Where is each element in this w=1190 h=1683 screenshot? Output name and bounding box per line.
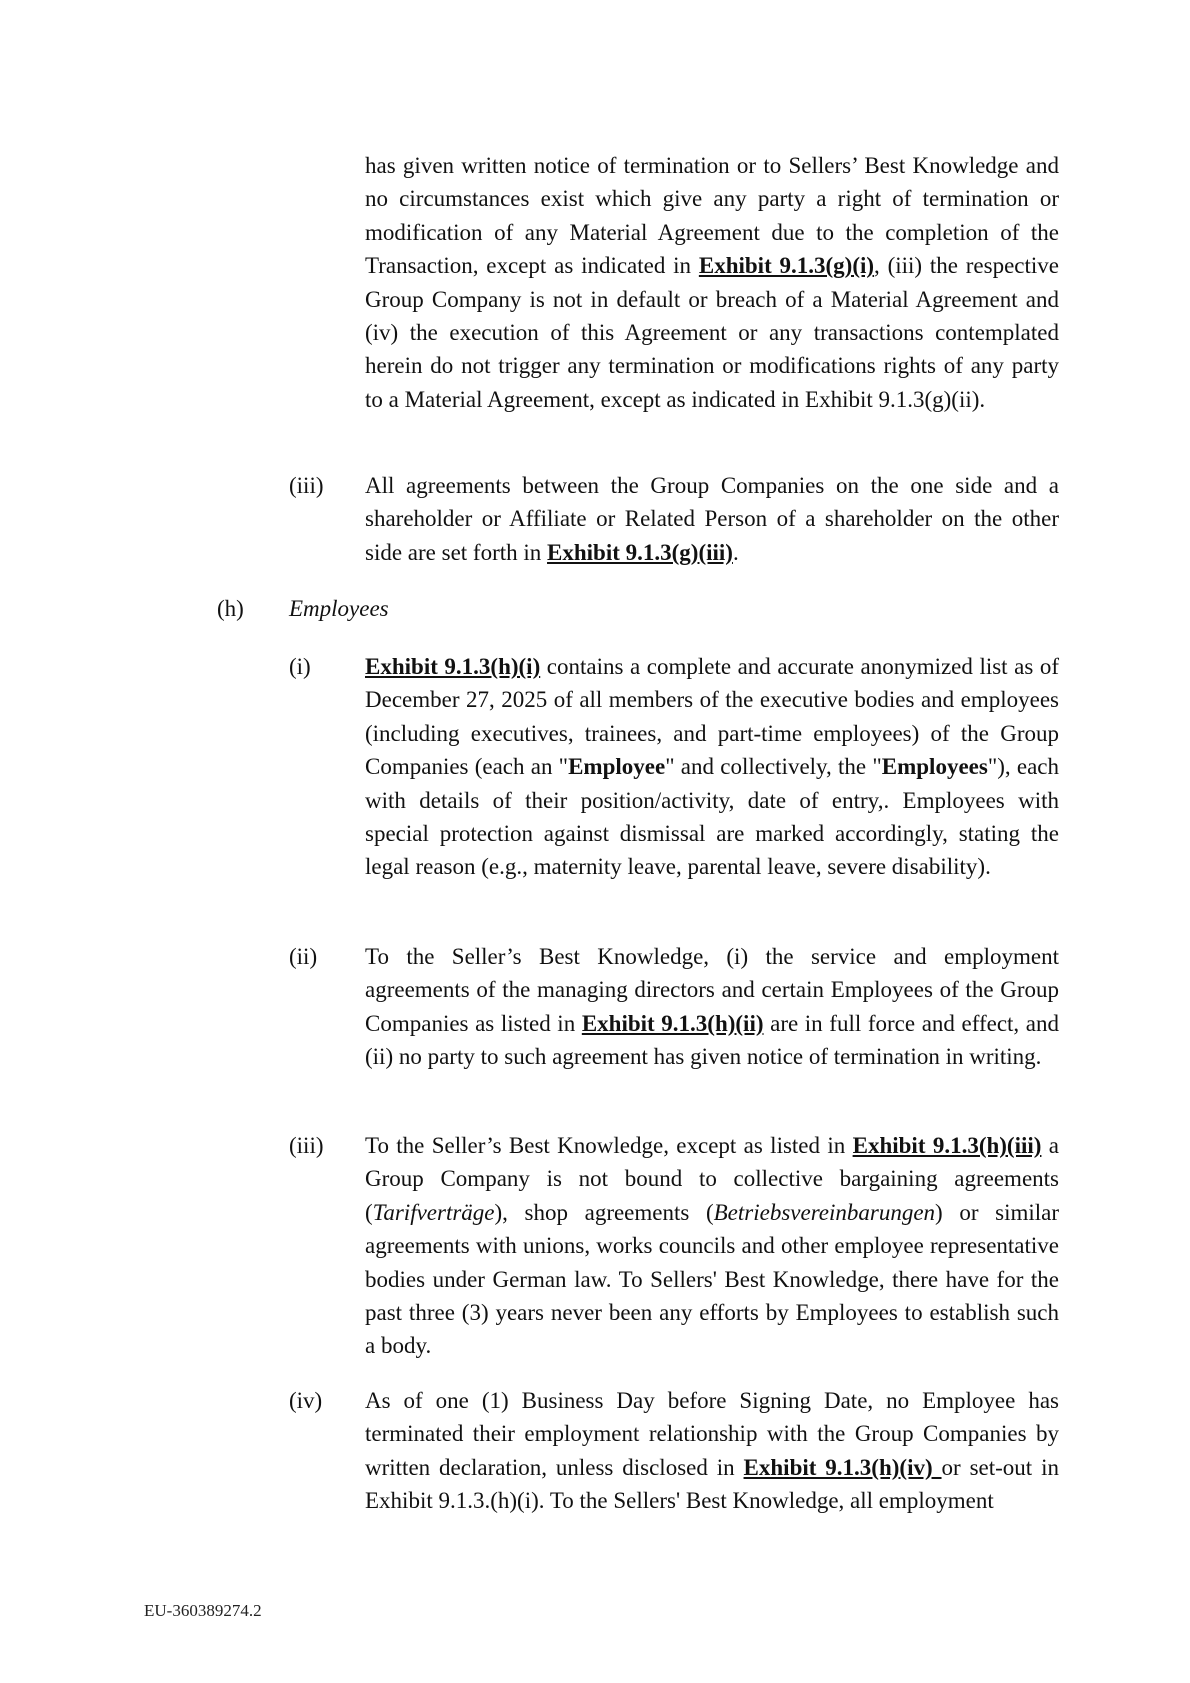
clause-marker: (i)	[289, 654, 311, 679]
clause-h-i-paragraph: Exhibit 9.1.3(h)(i) contains a complete and accurate anonymized list as of December 27, 2025 of all members of the executive bodies and employees (including executives, trainees, and part-time employees) of the Group Companies (each an "Employee" and collectively, the "Employees"), each with details of their position/activity, date of entry,. Employees with special protection against dismissal are marked accordingly, stating the legal reason (e.g., maternity leave, parental leave, severe disability).	[365, 654, 1059, 880]
section-marker: (h)	[217, 596, 244, 621]
clause-marker: (ii)	[289, 944, 318, 969]
clause-g-iii-paragraph: All agreements between the Group Companies on the one side and a shareholder or Affiliate or Related Person of a shareholder on the other side are set forth in Exhibit 9.1.3(g)(iii).	[365, 473, 1059, 565]
exhibit-reference: Exhibit 9.1.3(h)(i)	[365, 654, 541, 679]
german-term: Tarifverträge	[372, 1199, 495, 1225]
clause-h-ii-paragraph: To the Seller’s Best Knowledge, (i) the service and employment agreements of the managing directors and certain Employees of the Group Companies as listed in Exhibit 9.1.3(h)(ii) are in full force and effect, and (ii) no party to such agreement has given notice of termination in writing.	[365, 944, 1059, 1070]
defined-term: Employee	[568, 754, 666, 780]
clause-marker: (iii)	[289, 1133, 324, 1158]
exhibit-reference: Exhibit 9.1.3(g)(iii)	[547, 539, 733, 565]
section-heading: Employees	[289, 596, 389, 621]
exhibit-reference: Exhibit 9.1.3(h)(iv)	[743, 1454, 942, 1480]
clause-h-iv-paragraph: As of one (1) Business Day before Signing Date, no Employee has terminated their employment relationship with the Group Companies by written declaration, unless disclosed in Exhibit 9.1.3(h)(iv) or set-out in Exhibit 9.1.3.(h)(i). To the Sellers' Best Knowledge, all employment	[365, 1388, 1059, 1514]
exhibit-reference: Exhibit 9.1.3(h)(iii)	[852, 1133, 1042, 1158]
clause-marker: (iii)	[289, 473, 324, 498]
clause-h-iii-paragraph: To the Seller’s Best Knowledge, except as listed in Exhibit 9.1.3(h)(iii) a Group Company is not bound to collective bargaining agreements (Tarifverträge), shop agreements (Betriebsvereinbarungen) or similar agreements with unions, works councils and other employee representative bodies under German law. To Sellers' Best Knowledge, there have for the past three (3) years never been any efforts by Employees to establish such a body.	[365, 1133, 1059, 1359]
clause-marker: (iv)	[289, 1388, 323, 1413]
document-id-footer: EU-360389274.2	[144, 1601, 262, 1620]
continuation-paragraph: has given written notice of termination or to Sellers’ Best Knowledge and no circumstances exist which give any party a right of termination or modification of any Material Agreement due to the completion of the Transaction, except as indicated in Exhibit 9.1.3(g)(i), (iii) the respective Group Company is not in default or breach of a Material Agreement and (iv) the execution of this Agreement or any transactions contemplated herein do not trigger any termination or modifications rights of any party to a Material Agreement, except as indicated in Exhibit 9.1.3(g)(ii).	[365, 153, 1059, 412]
exhibit-reference: Exhibit 9.1.3(g)(i)	[698, 253, 875, 279]
defined-term: Employees	[881, 754, 988, 780]
exhibit-reference: Exhibit 9.1.3(h)(ii)	[581, 1010, 764, 1036]
german-term: Betriebsvereinbarungen	[713, 1199, 936, 1225]
